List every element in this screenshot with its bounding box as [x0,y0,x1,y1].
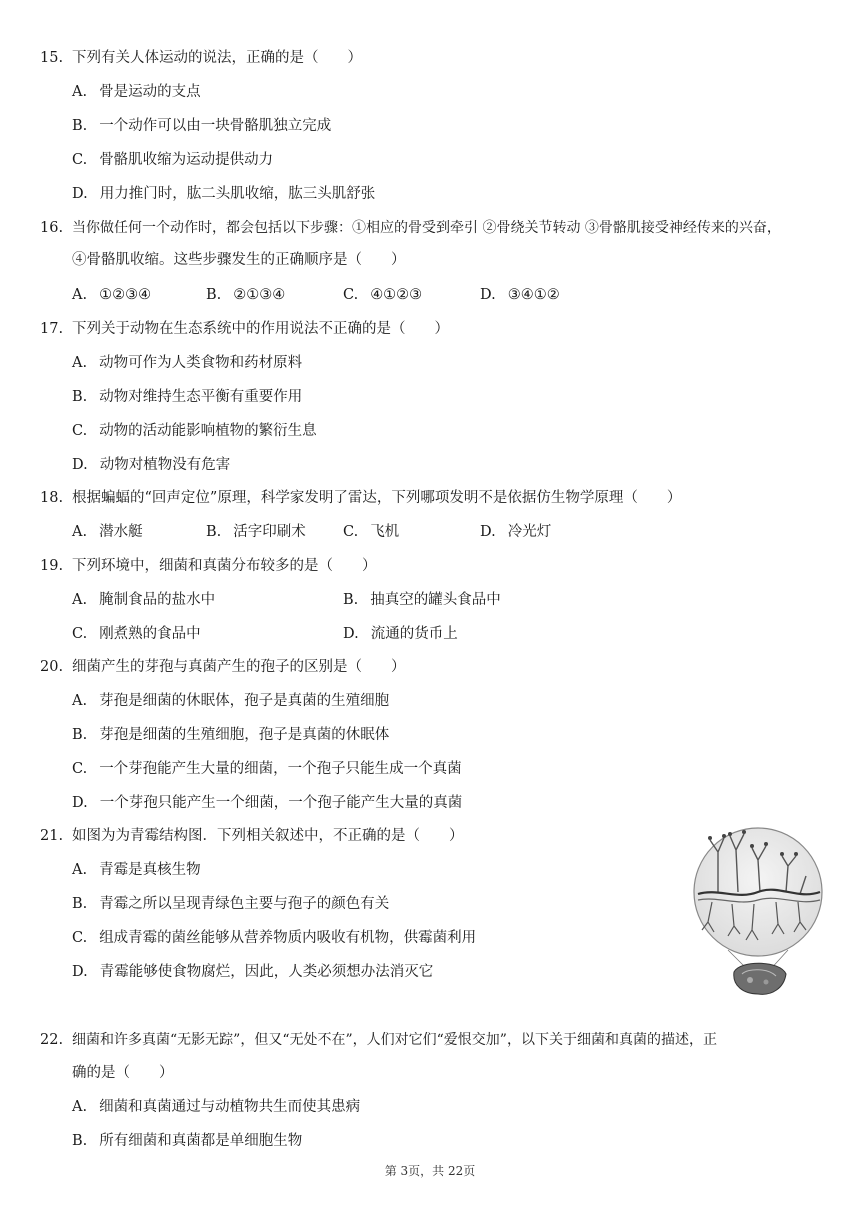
question-text: 下列环境中，细菌和真菌分布较多的是（ ） [72,558,377,574]
question-number: 16. [40,220,64,236]
question-text-continued: 确的是（ ） [72,1065,174,1081]
option-b: B. 所有细菌和真菌都是单细胞生物 [72,1133,303,1149]
option-c: C. 动物的活动能影响植物的繁衍生息 [72,423,317,439]
option-d: D. 一个芽孢只能产生一个细菌，一个孢子能产生大量的真菌 [72,795,463,811]
option-c: C. 刚煮熟的食品中 [72,626,201,642]
option-d: D. 流通的货币上 [343,626,458,642]
option-a: A. 潜水艇 [72,524,143,540]
question-text: 当你做任何一个动作时，都会包括以下步骤：①相应的骨受到牵引 ②骨绕关节转动 ③骨骼肌接受神经传来的兴奋， [72,220,781,236]
page-footer: 第 3页，共 22页 [384,1164,476,1178]
question-text-continued: ④骨骼肌收缩。这些步骤发生的正确顺序是（ ） [72,252,406,268]
option-b: B. 动物对维持生态平衡有重要作用 [72,389,303,405]
option-a: A. 青霉是真核生物 [72,862,201,878]
option-a: A. ①②③④ [72,287,152,303]
option-d: D. 青霉能够使食物腐烂，因此，人类必须想办法消灭它 [72,964,434,980]
option-b: B. 活字印刷术 [206,524,306,540]
question-number: 22. [40,1032,64,1048]
option-b: B. 抽真空的罐头食品中 [343,592,501,608]
option-c: C. 组成青霉的菌丝能够从营养物质内吸收有机物，供霉菌利用 [72,930,477,946]
option-c: C. ④①②③ [343,287,423,303]
option-a: A. 芽孢是细菌的休眠体，孢子是真菌的生殖细胞 [72,693,390,709]
option-d: D. 动物对植物没有危害 [72,457,231,473]
question-number: 20. [40,659,64,675]
option-b: B. 芽孢是细菌的生殖细胞，孢子是真菌的休眠体 [72,727,390,743]
option-a: A. 骨是运动的支点 [72,84,201,100]
option-d: D. ③④①② [480,287,560,303]
option-c: C. 一个芽孢能产生大量的细菌，一个孢子只能生成一个真菌 [72,761,462,777]
option-a: A. 动物可作为人类食物和药材原料 [72,355,303,371]
option-b: B. 青霉之所以呈现青绿色主要与孢子的颜色有关 [72,896,390,912]
option-c: C. 飞机 [343,524,400,540]
option-a: A. 细菌和真菌通过与动植物共生而使其患病 [72,1099,361,1115]
option-c: C. 骨骼肌收缩为运动提供动力 [72,152,274,168]
option-a: A. 腌制食品的盐水中 [72,592,216,608]
question-text: 下列有关人体运动的说法，正确的是（ ） [72,50,362,66]
option-b: B. 一个动作可以由一块骨骼肌独立完成 [72,118,332,134]
question-text: 细菌产生的芽孢与真菌产生的孢子的区别是（ ） [72,659,406,675]
question-number: 18. [40,490,64,506]
question-text: 如图为为青霉结构图．下列相关叙述中，不正确的是（ ） [72,828,464,844]
penicillium-structure-illustration [688,822,828,1000]
question-number: 15. [40,50,64,66]
question-text: 根据蝙蝠的“回声定位”原理，科学家发明了雷达，下列哪项发明不是依据仿生物学原理（ ） [72,490,682,506]
question-number: 19. [40,558,64,574]
option-d: D. 用力推门时，肱二头肌收缩，肱三头肌舒张 [72,186,376,202]
question-number: 21. [40,828,64,844]
question-text: 下列关于动物在生态系统中的作用说法不正确的是（ ） [72,321,449,337]
option-b: B. ②①③④ [206,287,286,303]
option-d: D. 冷光灯 [480,524,552,540]
question-number: 17. [40,321,64,337]
question-text: 细菌和许多真菌“无影无踪”，但又“无处不在”，人们对它们“爱恨交加”，以下关于细菌和真菌的描述，正 [72,1032,717,1048]
